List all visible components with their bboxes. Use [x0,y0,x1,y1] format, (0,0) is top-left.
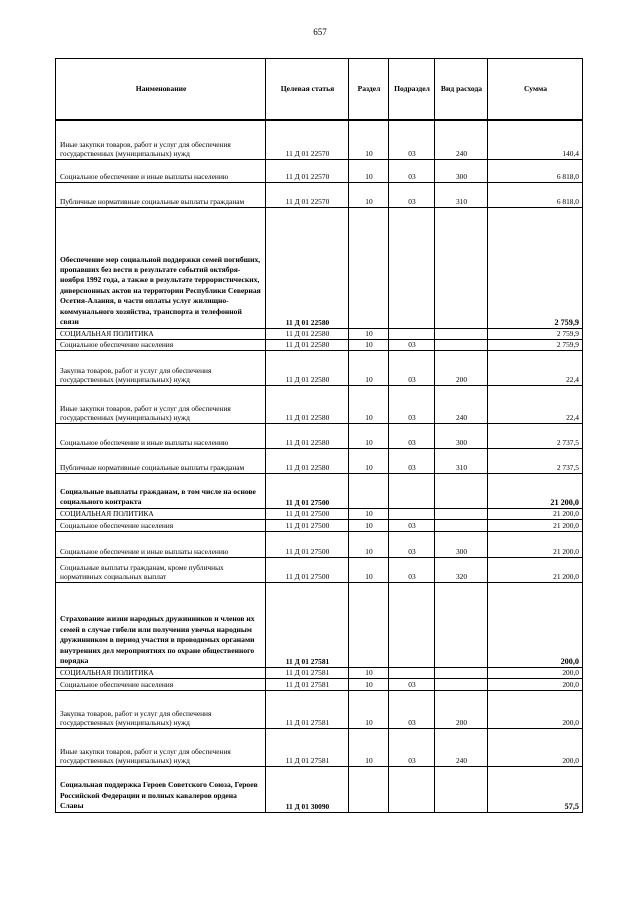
row-name: Иные закупки товаров, работ и услуг для обеспечения государственных (муниципальных) нужд [56,728,266,766]
row-expense-type: 320 [435,557,488,582]
row-sum: 2 737,5 [488,423,583,448]
table-row [56,678,583,690]
row-section: 10 [349,159,389,182]
row-target-code: 11 Д 01 27500 [266,531,349,557]
page-number: 657 [313,27,327,37]
row-name: Публичные нормативные социальные выплаты гражданам [56,448,266,473]
row-section: 10 [349,508,389,519]
row-subsection: 03 [389,519,435,531]
row-expense-type [435,766,488,812]
row-target-code: 11 Д 01 22570 [266,159,349,182]
row-section: 10 [349,182,389,207]
row-name: Социальная поддержка Героев Советского Союза, Героев Российской Федерации и полных кавалеров ордена Славы [56,766,266,812]
row-expense-type: 300 [435,159,488,182]
row-name: Иные закупки товаров, работ и услуг для обеспечения государственных (муниципальных) нужд [56,385,266,423]
row-section [349,766,389,812]
row-target-code: 11 Д 01 27581 [266,667,349,678]
row-target-code: 11 Д 01 27500 [266,519,349,531]
row-sum: 2 759,9 [488,207,583,328]
row-name: Страхование жизни народных дружинников и членов их семей в случае гибели или получения увечья народным дружинником в период участия в проводимых органами внутренних дел мероприятиях по охране общественного порядка [56,582,266,667]
row-sum: 21 200,0 [488,519,583,531]
row-section: 10 [349,350,389,385]
row-target-code: 11 Д 01 22580 [266,339,349,350]
row-section: 10 [349,728,389,766]
row-subsection: 03 [389,531,435,557]
row-subsection: 03 [389,557,435,582]
row-target-code: 11 Д 01 27581 [266,678,349,690]
row-section: 10 [349,339,389,350]
table-row [56,508,583,519]
row-target-code: 11 Д 01 22580 [266,328,349,339]
row-name: Социальное обеспечение населения [56,519,266,531]
row-sum: 22,4 [488,385,583,423]
table-row [56,557,583,582]
row-name: СОЦИАЛЬНАЯ ПОЛИТИКА [56,508,266,519]
row-section [349,473,389,508]
row-target-code: 11 Д 01 22580 [266,423,349,448]
row-target-code: 11 Д 01 22580 [266,350,349,385]
row-section: 10 [349,667,389,678]
header-code: Целевая статья [266,59,349,121]
row-subsection [389,207,435,328]
row-name: Социальное обеспечение населения [56,339,266,350]
row-target-code: 11 Д 01 30090 [266,766,349,812]
header-sum: Сумма [488,59,583,121]
row-sum: 200,0 [488,678,583,690]
table-row [56,159,583,182]
row-subsection: 03 [389,423,435,448]
row-section: 10 [349,120,389,159]
table-row [56,690,583,728]
row-sum: 6 818,0 [488,182,583,207]
row-subsection: 03 [389,120,435,159]
row-expense-type: 310 [435,182,488,207]
row-section: 10 [349,385,389,423]
row-target-code: 11 Д 01 27581 [266,582,349,667]
table-row [56,328,583,339]
header-expense-type: Вид расхода [435,59,488,121]
row-expense-type [435,519,488,531]
table-row [56,423,583,448]
row-subsection: 03 [389,159,435,182]
row-sum: 21 200,0 [488,473,583,508]
row-target-code: 11 Д 01 27581 [266,690,349,728]
row-subsection: 03 [389,385,435,423]
row-sum: 140,4 [488,120,583,159]
row-subsection [389,508,435,519]
row-target-code: 11 Д 01 22570 [266,120,349,159]
budget-table [55,58,583,813]
row-subsection: 03 [389,728,435,766]
table-row [56,531,583,557]
row-section: 10 [349,557,389,582]
row-subsection [389,328,435,339]
row-section: 10 [349,448,389,473]
row-name: СОЦИАЛЬНАЯ ПОЛИТИКА [56,328,266,339]
row-name: Публичные нормативные социальные выплаты гражданам [56,182,266,207]
table-row [56,728,583,766]
row-expense-type [435,508,488,519]
row-target-code: 11 Д 01 22580 [266,207,349,328]
row-expense-type [435,473,488,508]
row-expense-type [435,582,488,667]
header-subsection: Подраздел [389,59,435,121]
row-section: 10 [349,690,389,728]
row-subsection: 03 [389,690,435,728]
row-subsection: 03 [389,350,435,385]
row-subsection: 03 [389,339,435,350]
row-sum: 200,0 [488,728,583,766]
row-name: Закупка товаров, работ и услуг для обеспечения государственных (муниципальных) нужд [56,690,266,728]
row-subsection [389,473,435,508]
row-sum: 200,0 [488,667,583,678]
row-expense-type [435,207,488,328]
row-target-code: 11 Д 01 22580 [266,385,349,423]
row-name: СОЦИАЛЬНАЯ ПОЛИТИКА [56,667,266,678]
table-row [56,582,583,667]
row-name: Социальное обеспечение и иные выплаты населению [56,159,266,182]
row-sum: 6 818,0 [488,159,583,182]
row-sum: 2 759,9 [488,328,583,339]
row-name: Закупка товаров, работ и услуг для обеспечения государственных (муниципальных) нужд [56,350,266,385]
row-expense-type: 240 [435,120,488,159]
row-expense-type [435,328,488,339]
row-section: 10 [349,531,389,557]
row-expense-type [435,339,488,350]
row-expense-type: 240 [435,728,488,766]
row-subsection: 03 [389,448,435,473]
row-sum: 57,5 [488,766,583,812]
row-target-code: 11 Д 01 27500 [266,557,349,582]
table-row [56,182,583,207]
row-expense-type: 300 [435,531,488,557]
row-sum: 21 200,0 [488,508,583,519]
row-target-code: 11 Д 01 27581 [266,728,349,766]
table-row [56,207,583,328]
row-section: 10 [349,328,389,339]
row-target-code: 11 Д 01 27500 [266,508,349,519]
table-header [56,59,583,121]
row-sum: 22,4 [488,350,583,385]
row-sum: 200,0 [488,582,583,667]
row-subsection [389,667,435,678]
table-row [56,519,583,531]
row-name: Социальное обеспечение населения [56,678,266,690]
row-name: Обеспечение мер социальной поддержки семей погибших, пропавших без вести в результате событий октября-ноября 1992 года, а также в результате террористических, диверсионных актов на территории Республики Северная Осетия-Алания, в части оплаты услуг жилищно-коммунального хозяйства, транспорта и телефонной связи [56,207,266,328]
table-row [56,385,583,423]
row-expense-type: 200 [435,690,488,728]
row-sum: 21 200,0 [488,557,583,582]
table-row [56,473,583,508]
row-section [349,582,389,667]
row-section: 10 [349,423,389,448]
row-subsection [389,766,435,812]
row-target-code: 11 Д 01 22580 [266,448,349,473]
table-row [56,766,583,812]
header-section: Раздел [349,59,389,121]
row-subsection: 03 [389,182,435,207]
row-expense-type: 200 [435,350,488,385]
row-sum: 2 737,5 [488,448,583,473]
row-name: Социальное обеспечение и иные выплаты населению [56,423,266,448]
row-sum: 200,0 [488,690,583,728]
row-subsection: 03 [389,678,435,690]
row-name: Иные закупки товаров, работ и услуг для обеспечения государственных (муниципальных) нужд [56,120,266,159]
table-body [56,120,583,812]
table-row [56,339,583,350]
header-name: Наименование [56,59,266,121]
row-expense-type [435,678,488,690]
row-subsection [389,582,435,667]
row-target-code: 11 Д 01 22570 [266,182,349,207]
table-row [56,667,583,678]
row-section [349,207,389,328]
row-sum: 21 200,0 [488,531,583,557]
row-target-code: 11 Д 01 27500 [266,473,349,508]
row-name: Социальные выплаты гражданам, в том числе на основе социального контракта [56,473,266,508]
row-expense-type: 310 [435,448,488,473]
table-row [56,350,583,385]
table-row [56,120,583,159]
row-expense-type: 300 [435,423,488,448]
row-expense-type: 240 [435,385,488,423]
row-name: Социальное обеспечение и иные выплаты населению [56,531,266,557]
row-section: 10 [349,519,389,531]
table-row [56,448,583,473]
row-expense-type [435,667,488,678]
row-section: 10 [349,678,389,690]
row-sum: 2 759,9 [488,339,583,350]
row-name: Социальные выплаты гражданам, кроме публичных нормативных социальных выплат [56,557,266,582]
